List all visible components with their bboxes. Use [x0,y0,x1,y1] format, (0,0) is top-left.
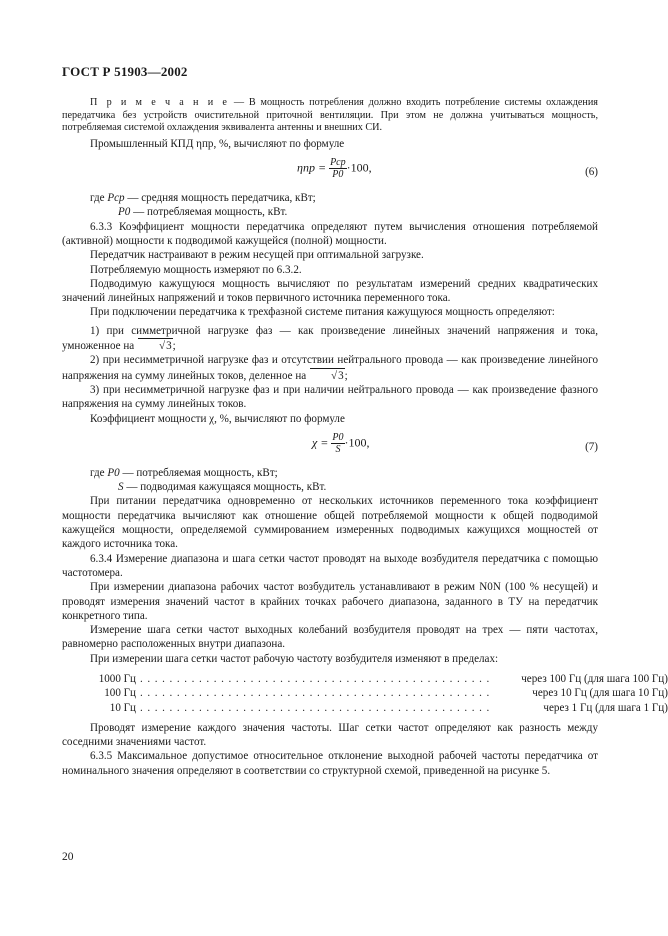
formula-7-fraction [331,432,344,455]
dot-leader: ................................................ [140,701,494,714]
formula-6-body [297,157,372,180]
document-body [62,97,668,778]
paragraph-6-3-3: 6.3.3 Коэффициент мощности передатчика определяют путем вычисления отношения потребляемой (активной) мощности к подводимой кажущейся (полной) мощности. [62,220,598,247]
sqrt-3-symbol: √ 3 [310,368,345,383]
paragraph: При измерении шага сетки частот рабочую частоту возбудителя изменяют в пределах: [90,652,499,665]
paragraph: Подводимую кажущуюся мощность вычисляют по результатам измерений средних квадратических значений линейных напряжений и токов первичного источника переменного тока. [62,277,598,305]
where7-sym-a: P0 [107,466,120,479]
list-item-2-text: 2) при несимметричной нагрузке фаз и отсутствии нейтрального провода — как произведение линейного напряжения на сумму линейных токов, деленное на [62,354,598,382]
list-item-1-end: ; [172,340,176,353]
dot-leader: ................................................ [140,672,494,685]
page-number: 20 [62,851,74,863]
paragraph: При подключении передатчика к трехфазной системе питания кажущуюся мощность определяют: [90,306,555,319]
where6-sym-a: Pср [107,192,125,205]
paragraph: При измерении диапазона рабочих частот возбудитель устанавливают в режим N0N (100 % несущей) и проводят измерения значений частот в крайних точках рабочего диапазона, заданного в ТУ на передатчик конкретного типа. [62,581,598,622]
formula-7-tail: ·100, [344,435,370,450]
dot-leader: ................................................ [140,687,494,700]
step-label: 1000 Гц [98,672,136,685]
paragraph-6-3-4: 6.3.4 Измерение диапазона и шага сетки частот проводят на выходе возбудителя передатчика с помощью частотомера. [62,552,598,579]
step-label: 100 Гц [104,687,136,700]
formula-6-number: (6) [585,166,598,179]
paragraph-6-3-5: 6.3.5 Максимальное допустимое относительное отклонение выходной рабочей частоты передатчика от номинального значения определяют в соответствии со структурной схемой, приведенной на рисунке 5. [62,750,598,777]
formula-6-tail: ·100, [346,160,372,175]
where7-line-b [62,480,598,494]
formula-6-denominator: P0 [332,169,344,181]
step-label: 10 Гц [109,701,136,714]
where7-sym-b: S [118,481,124,494]
note-paragraph [62,97,598,135]
step-value: через 100 Гц (для шага 100 Гц) [521,672,668,685]
paragraph: Проводят измерение каждого значения частоты. Шаг сетки частот определяют как разность между соседними значениями частот. [62,721,598,749]
formula-7-numerator: P0 [332,431,344,443]
step-row [62,701,668,715]
step-value: через 10 Гц (для шага 10 Гц) [532,687,668,700]
formula-6 [62,151,598,191]
list-item-1-text: 1) при симметричной нагрузке фаз — как произведение линейных значений напряжения и тока, умноженное на [62,324,598,353]
step-value: через 1 Гц (для шага 1 Гц) [543,701,668,714]
formula-7-lhs: χ = [312,435,329,450]
formula-6-numerator: Pср [330,157,346,169]
where6-text-b: — потребляемая мощность, кВт. [133,206,288,219]
list-item-2-end: ; [344,369,348,382]
paragraph: При питании передатчика одновременно от нескольких источников переменного тока коэффициент мощности передатчика вычисляют как отношение общей потребляемой мощности к общей подводимой кажущейся мощности, определяемой суммированием измеренных подводимых кажущихся мощностей от каждого источника тока. [62,495,598,551]
where6-line-b [62,205,598,219]
formula-6-fraction [329,157,347,180]
step-row [62,672,668,686]
frequency-step-list [62,672,668,715]
paragraph: Потребляемую мощность измеряют по 6.3.2. [90,263,302,276]
where7-line-a: где P0 — потребляемая мощность, кВт; [90,466,278,479]
where6-text-a: — средняя мощность передатчика, кВт; [127,192,316,205]
formula-6-lhs: ηпр = [297,160,327,175]
formula-7-body [312,432,370,455]
where7-text-b: — подводимая кажущаяся мощность, кВт. [126,481,327,494]
chi-intro: Коэффициент мощности χ, %, вычисляют по формуле [90,412,345,425]
note-text: — В мощность потребления должно входить потребление системы охлаждения передатчика без устройств очистительной приточной вентиляции. При этом не должна учитываться мощность, потребляемая системой охлаждения эквивалента антенны и внешних СИ. [62,97,598,134]
note-lead: П р и м е ч а н и е [90,97,230,108]
sqrt-3-symbol: √ 3 [138,338,173,353]
paragraph: Передатчик настраивают в режим несущей при оптимальной загрузке. [90,249,424,262]
where6-line-a: где Pср — средняя мощность передатчика, кВт; [90,192,316,205]
paragraph: Измерение шага сетки частот выходных колебаний возбудителя проводят на трех — пяти частотах, равномерно расположенных внутри диапазона. [62,624,598,651]
list-item-2 [62,353,598,383]
list-item-3: 3) при несимметричной нагрузке фаз и при наличии нейтрального провода — как произведение фазного напряжения на сумму линейных токов. [62,383,598,411]
kpd-intro: Промышленный КПД ηпр, %, вычисляют по формуле [90,137,345,150]
step-row [62,686,668,700]
document-header: ГОСТ Р 51903—2002 [62,64,188,79]
where6-sym-b: P0 [118,206,131,219]
formula-7-denominator: S [335,443,341,455]
list-item-1 [62,324,598,354]
where7-text-a: — потребляемая мощность, кВт; [122,466,278,479]
formula-7 [62,426,598,466]
formula-7-number: (7) [585,440,598,453]
